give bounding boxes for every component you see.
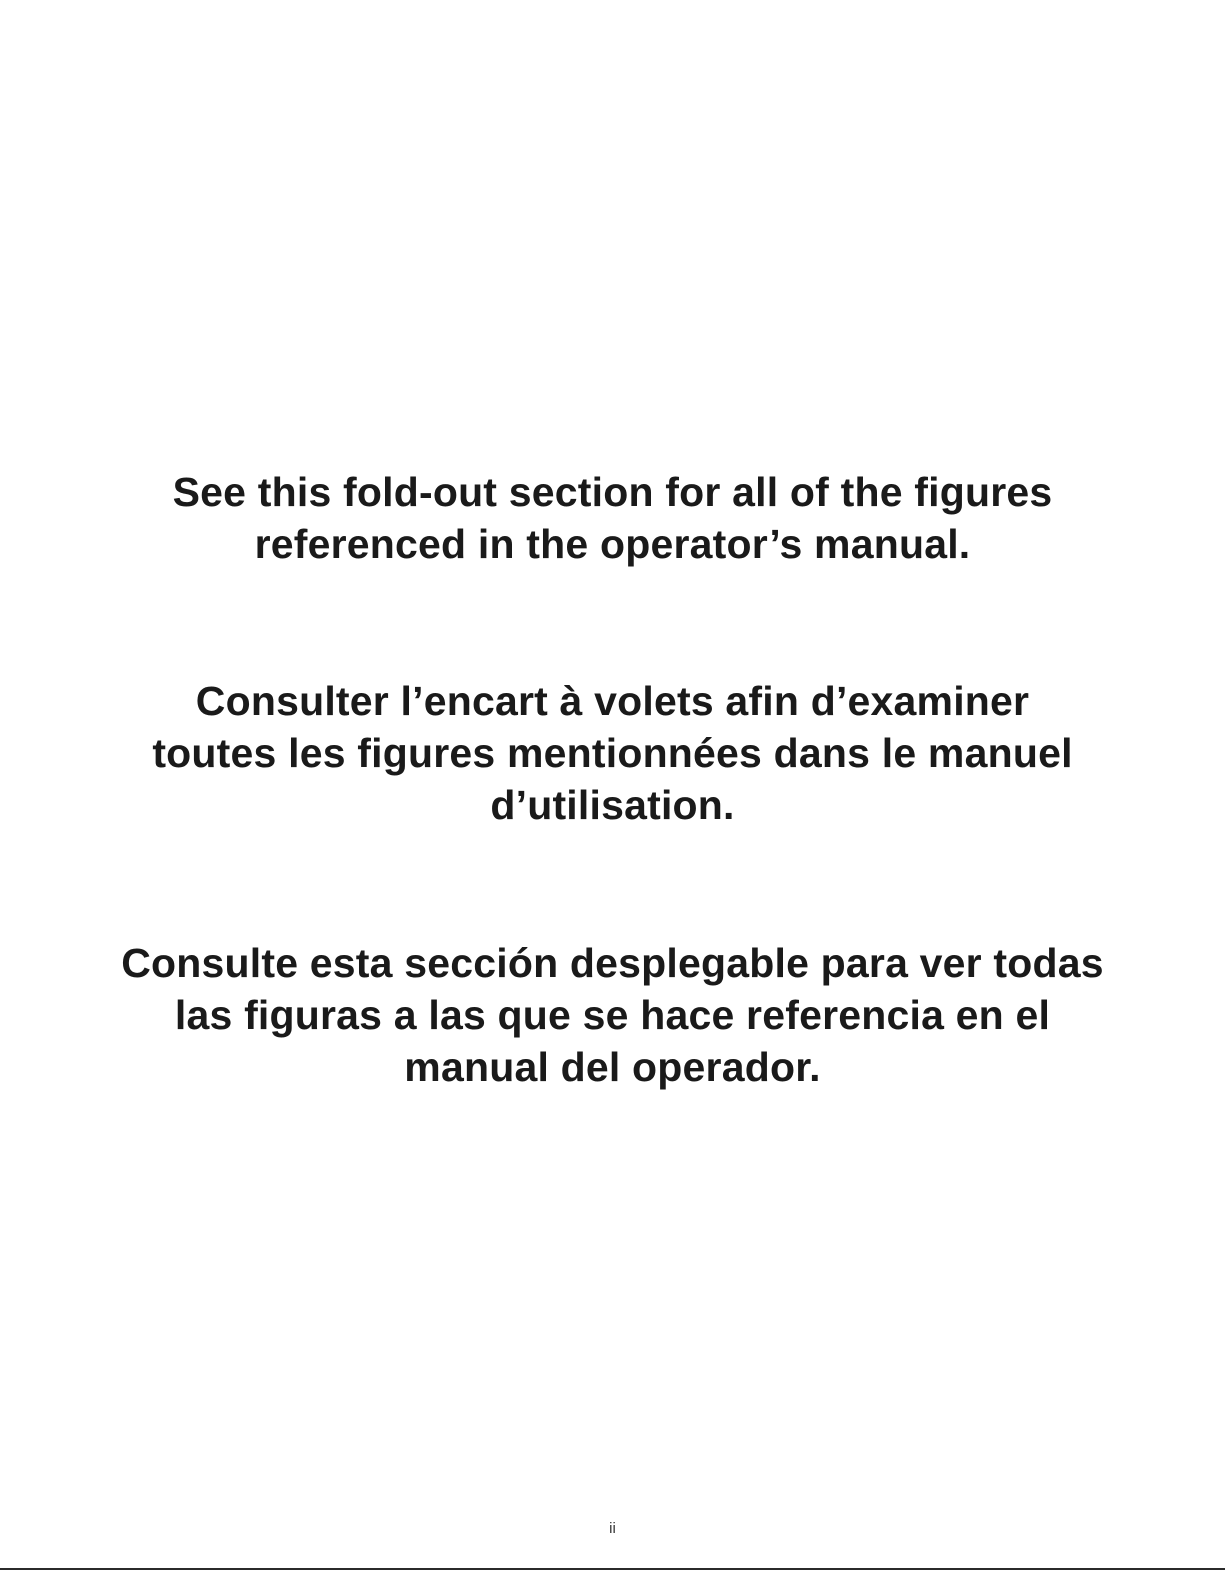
notice-english-line-1: See this fold-out section for all of the figures: [172, 469, 1053, 515]
notice-english: [0, 466, 1225, 570]
notice-spanish: [0, 937, 1225, 1093]
page-number: ii: [609, 1520, 616, 1537]
notice-spanish-line-2: las figuras a las que se hace referencia en el: [174, 992, 1051, 1038]
bottom-border-rule: [0, 1568, 1225, 1570]
notice-english-line-2: referenced in the operator’s manual.: [254, 521, 971, 567]
notice-spanish-line-1: Consulte esta sección desplegable para ver todas: [121, 940, 1104, 986]
notice-french: [0, 675, 1225, 831]
notice-spanish-line-3: manual del operador.: [404, 1044, 821, 1090]
notice-french-line-3: d’utilisation.: [490, 782, 735, 828]
notice-french-line-2: toutes les figures mentionnées dans le manuel: [152, 730, 1073, 776]
notice-french-line-1: Consulter l’encart à volets afin d’examiner: [195, 678, 1030, 724]
